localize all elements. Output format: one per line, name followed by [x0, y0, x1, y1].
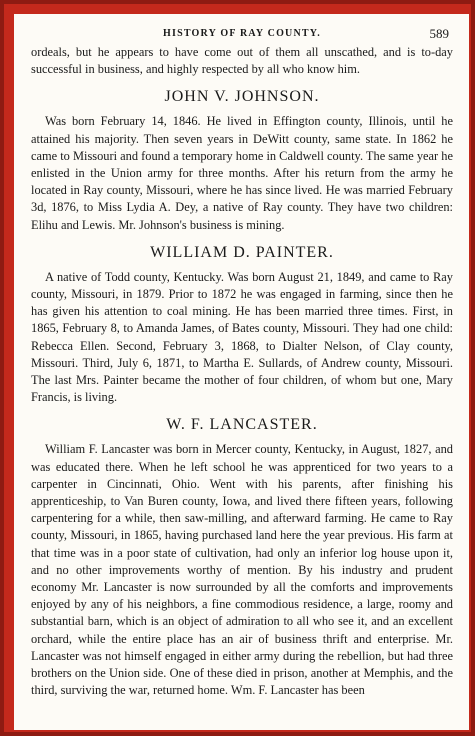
- page-border: [4, 4, 471, 732]
- section-heading-lancaster: W. F. LANCASTER.: [166, 416, 318, 434]
- biography-painter: A native of Todd county, Kentucky. Was born August 21, 1849, and came to Ray county, Missouri, in 1879. Prior to 1872 he was engaged in farming, since then he has given his attention to coal mining. He has been married three times. First, in 1865, February 8, to Amanda James, of Bates county, Missouri. They had one child: Rebecca Ellen. Second, February 3, 1868, to Dialter Nelson, of Clay county, Missouri. Third, July 6, 1871, to Martha E. Sullards, of Andrew county, Missouri. The last Mrs. Painter became the mother of four children, of whom but one, Mary Francis, is living.: [31, 269, 453, 405]
- page-header: [31, 26, 453, 44]
- book-page: [14, 14, 469, 730]
- section-heading-johnson: JOHN V. JOHNSON.: [164, 88, 320, 106]
- running-head: HISTORY OF RAY COUNTY.: [163, 28, 321, 39]
- section-heading-painter: WILLIAM D. PAINTER.: [150, 243, 334, 261]
- biography-lancaster: William F. Lancaster was born in Mercer county, Kentucky, in August, 1827, and was educated there. When he left school he was apprenticed for two years to a carpenter in Cincinnati, Ohio. Went with his parents, after finishing his apprenticeship, to Van Buren county, Iowa, and lived there fifteen years, following carpentering for a while, then saw-milling, and afterward farming. He came to Ray county, Missouri, in 1865, having purchased land here the year previous. His farm at that time was in a poor state of cultivation, had only an inferior log house upon it, and no other improvements worthy of mention. By his industry and prudent economy Mr. Lancaster is now surrounded by all the comforts and improvements enjoyed by any of his neighbors, a fine commodious residence, a large, roomy and substantial barn, which is an object of admiration to all who see it, and an excellent orchard, while the entire place has an air of business thrift and enterprise. Mr. Lancaster was not himself engaged in either army during the rebellion, but had three brothers on the Union side. One of these died in prison, another at Memphis, and the third, surviving the war, returned home. Wm. F. Lancaster has been: [31, 442, 453, 698]
- continuation-paragraph: ordeals, but he appears to have come out of them all unscathed, and is to-day successful in business, and highly respected by all who know him.: [31, 45, 453, 77]
- biography-johnson: Was born February 14, 1846. He lived in Effington county, Illinois, until he attained his majority. Then seven years in DeWitt county, same state. In 1862 he came to Missouri and found a temporary home in Caldwell county. The same year he enlisted in the Union army for three months. After his return from the army he located in Ray county, Missouri, where he has since lived. He was married February 3d, 1876, to Miss Lydia A. Dey, a native of Ray county. They have two children: Elihu and Lewis. Mr. Johnson's business is mining.: [31, 114, 453, 232]
- page-number: 589: [429, 26, 449, 41]
